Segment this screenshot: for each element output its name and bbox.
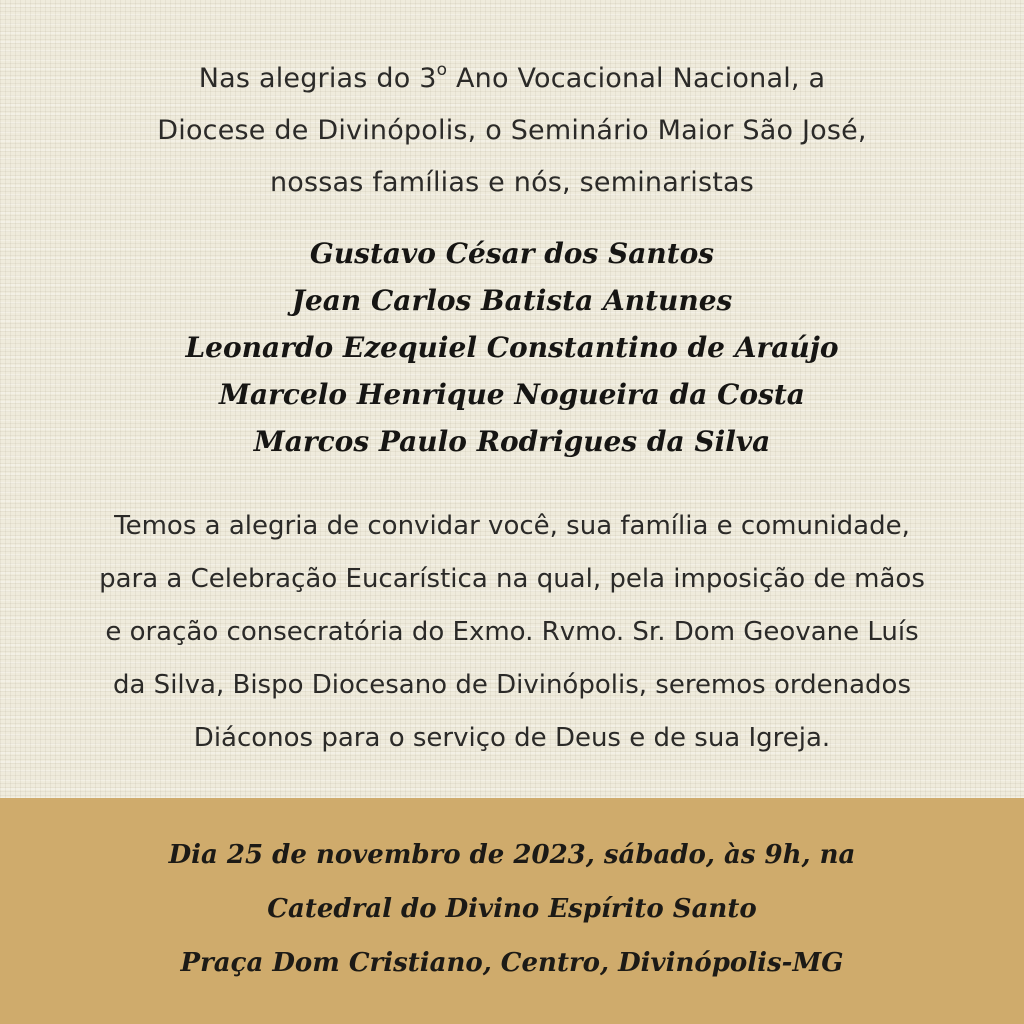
intro-paragraph	[0, 44, 1024, 209]
intro-line-3: nossas famílias e nós, seminaristas	[269, 167, 755, 198]
seminarian-name: Marcelo Henrique Nogueira da Costa	[219, 378, 805, 411]
invitation-line: da Silva, Bispo Diocesano de Divinópolis, seremos ordenados	[112, 670, 911, 700]
invitation-paragraph	[0, 500, 1024, 765]
invitation-line: Diáconos para o serviço de Deus e de sua Igreja.	[193, 723, 831, 753]
seminarian-name: Jean Carlos Batista Antunes	[291, 284, 733, 317]
intro-line-1-start: Nas alegrias do 3	[198, 63, 437, 94]
event-date: Dia 25 de novembro de 2023, sábado, às 9h, na	[168, 840, 856, 870]
event-venue: Catedral do Divino Espírito Santo	[267, 894, 757, 924]
intro-line-1	[0, 44, 1024, 105]
intro-line-1-end: Ano Vocacional Nacional, a	[447, 63, 826, 94]
seminarian-name: Leonardo Ezequiel Constantino de Araújo	[185, 331, 839, 364]
seminarian-name: Marcos Paulo Rodrigues da Silva	[253, 425, 771, 458]
event-details	[0, 828, 1024, 990]
invitation-line: Temos a alegria de convidar você, sua família e comunidade,	[114, 511, 910, 541]
invitation-line: para a Celebração Eucarística na qual, pela imposição de mãos	[99, 564, 925, 594]
invitation-line: e oração consecratória do Exmo. Rvmo. Sr. Dom Geovane Luís	[105, 617, 919, 647]
seminarian-names	[0, 230, 1024, 465]
event-details-band	[0, 798, 1024, 1024]
seminarian-name: Gustavo César dos Santos	[309, 237, 715, 270]
ordinal-marker: o	[436, 60, 448, 80]
intro-line-2: Diocese de Divinópolis, o Seminário Maior São José,	[157, 115, 867, 146]
event-address: Praça Dom Cristiano, Centro, Divinópolis-MG	[180, 948, 844, 978]
